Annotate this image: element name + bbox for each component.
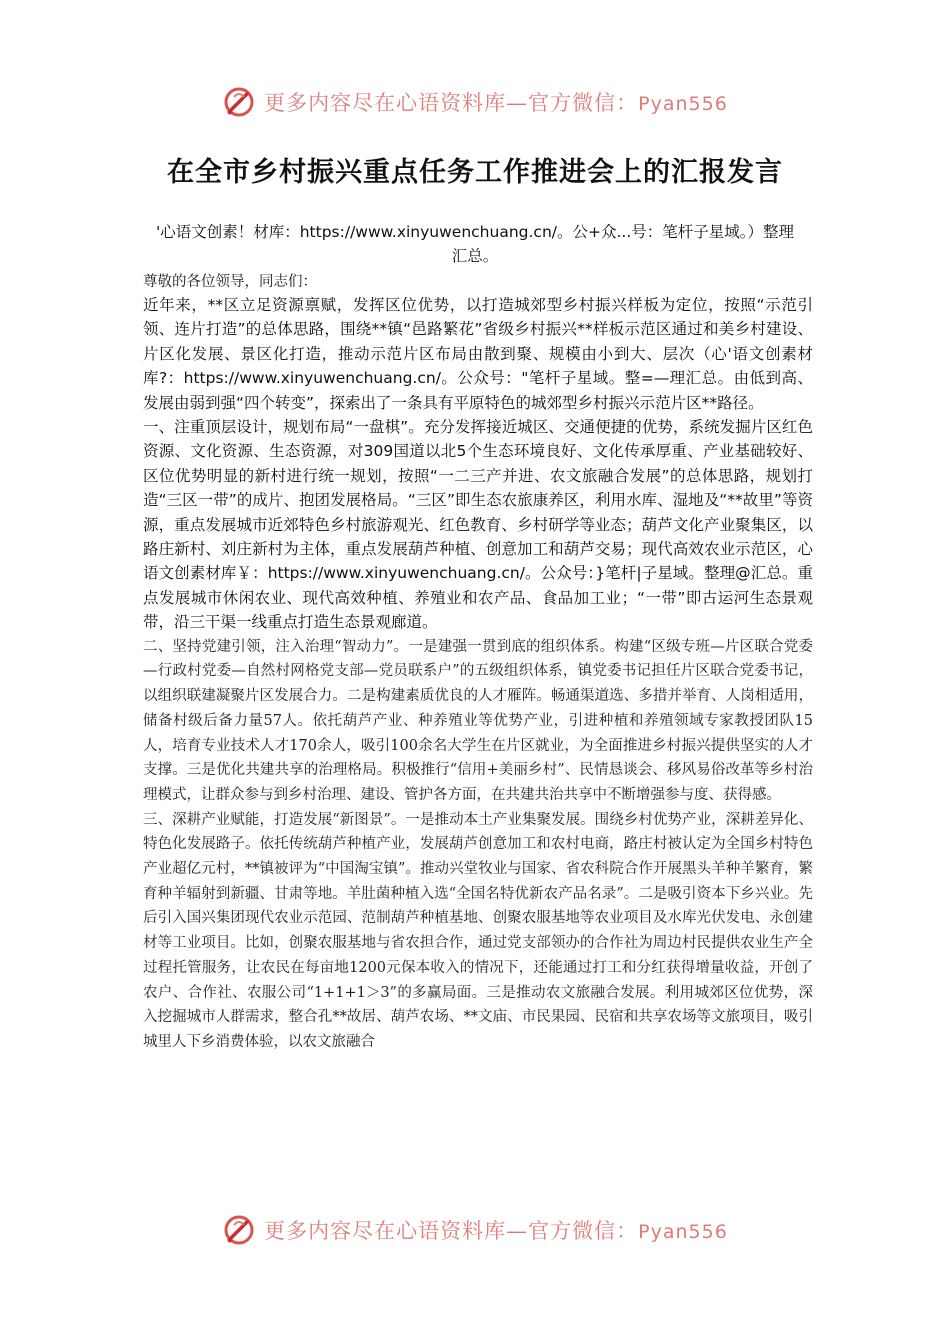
watermark-text-cn: 更多内容尽在心语资料库—官方微信：	[264, 91, 639, 115]
salutation: 尊敬的各位领导，同志们：	[143, 274, 317, 290]
paragraph-section-2: 二、坚持党建引领，注入治理“智动力”。一是建强一贯到底的组织体系。构建“区级专班—片区联合党委—行政村党委—自然村网格党支部—党员联系户”的五级组织体系，镇党委书记担任片区联合党委书记，以组织联建凝聚片区发展合力。二是构建素质优良的人才雁阵。畅通渠道选、多措并举育、人岗相适用，储备村级后备力量57人。依托葫芦产业、种养殖业等优势产业，引进种植和养殖领域专家教授团队15人，培育专业技术人才170余人，吸引100余名大学生在片区就业，为全面推进乡村振兴提供坚实的人才支撑。三是优化共建共享的治理格局。积极推行“信用+美丽乡村”、民情恳谈会、移风易俗改革等乡村治理模式，让群众参与到乡村治理、建设、管护各方面，在共建共治共享中不断增强参与度、获得感。	[143, 638, 813, 803]
header-watermark-banner	[0, 82, 950, 122]
document-title: 在全市乡村振兴重点任务工作推进会上的汇报发言	[167, 157, 783, 188]
paragraph-intro: 近年来，**区立足资源禀赋，发挥区位优势，以打造城郊型乡村振兴样板为定位，按照“示范引领、连片打造”的总体思路，围绕**镇“邑路繁花”省级乡村振兴**样板示范区通过和美乡村建设、片区化发展、景区化打造，推动示范片区布局由散到聚、规模由小到大、层次（心'语文创素材库?：https://www.xinyuwenchuang.cn/。公众号："笔杆子星域。整=—理汇总。由低到高、发展由弱到强“四个转变”，探索出了一条具有平原特色的城郊型乡村振兴示范片区**路径。	[143, 296, 813, 412]
footer-watermark-banner	[0, 1210, 950, 1250]
watermark-text	[264, 87, 728, 117]
paragraph-section-1: 一、注重顶层设计，规划布局“一盘棋”。充分发挥接近城区、交通便捷的优势，系统发掘片区红色资源、文化资源、生态资源，对309国道以北5个生态环境良好、文化传承厚重、产业基础较好、区位优势明显的新村进行统一规划，按照“一二三产并进、农文旅融合发展”的总体思路，规划打造“三区一带”的成片、抱团发展格局。“三区”即生态农旅康养区，利用水库、湿地及“**故里”等资源，重点发展城市近郊特色乡村旅游观光、红色教育、乡村研学等业态；葫芦文化产业聚集区，以路庄新村、刘庄新村为主体，重点发展葫芦种植、创意加工和葫芦交易；现代高效农业示范区，心语文创素材库￥：https://www.xinyuwenchuang.cn/。公众号：}笔杆|子星域。整理@汇总。重点发展城市休闲农业、现代高效种植、养殖业和农产品、食品加工业；“一带”即古运河生态景观带，沿三干渠一线重点打造生态景观廊道。	[143, 418, 813, 632]
ink-brush-logo-icon	[222, 85, 256, 119]
ink-brush-logo-icon	[222, 1213, 256, 1247]
paragraph-section-3: 三、深耕产业赋能，打造发展“新图景”。一是推动本土产业集聚发展。围绕乡村优势产业，深耕差异化、特色化发展路子。依托传统葫芦种植产业，发展葫芦创意加工和农村电商，路庄村被认定为全国乡村特色产业超亿元村，**镇被评为“中国淘宝镇”。推动兴堂牧业与国家、省农科院合作开展黑头羊种羊繁育，繁育种羊辐射到新疆、甘肃等地。羊肚菌种植入选“全国名特优新农产品名录”。二是吸引资本下乡兴业。先后引入国兴集团现代农业示范园、范制葫芦种植基地、创聚农服基地等农业项目及水库光伏发电、永创建材等工业项目。比如，创聚农服基地与省农担合作，通过党支部领办的合作社为周边村民提供农业生产全过程托管服务，让农民在每亩地1200元保本收入的情况下，还能通过打工和分红获得增量收益，开创了农户、合作社、农服公司“1+1+1＞3”的多赢局面。三是推动农文旅融合发展。利用城郊区位优势，深入挖掘城市人群需求，整合孔**故居、葫芦农场、**文庙、市民果园、民宿和共享农场等文旅项目，吸引城里人下乡消费体验，以农文旅融合	[143, 811, 813, 1050]
document-body	[143, 271, 813, 1055]
watermark-wechat-id: Pyan556	[638, 1221, 728, 1243]
watermark-text	[264, 1215, 728, 1245]
document-source-note: '心语文创素！材库：https://www.xinyuwenchuang.cn/。公+众...号：笔杆子星域。）整理汇总。	[155, 223, 795, 265]
watermark-text-cn: 更多内容尽在心语资料库—官方微信：	[264, 1219, 639, 1243]
watermark-wechat-id: Pyan556	[638, 93, 728, 115]
